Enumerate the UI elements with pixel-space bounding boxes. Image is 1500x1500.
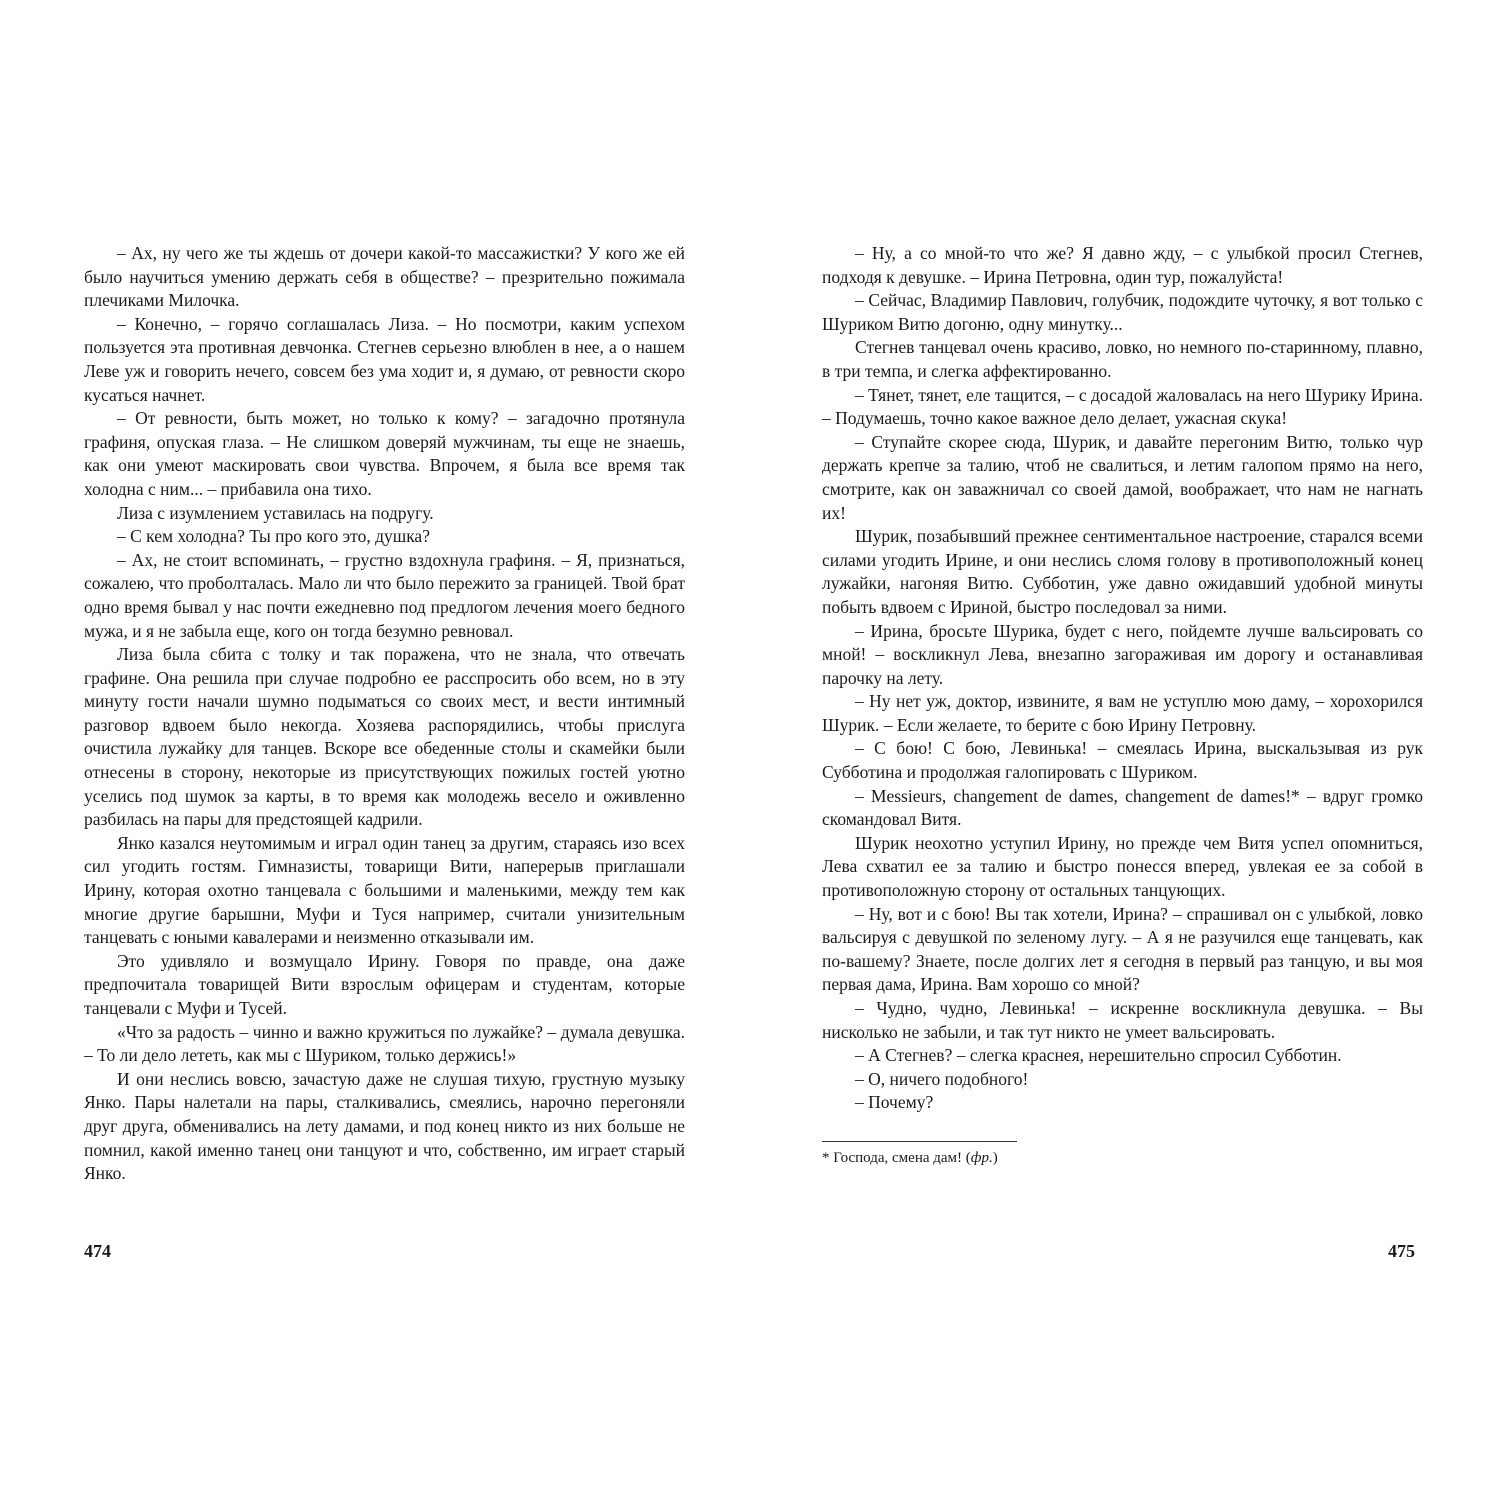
paragraph: Лиза была сбита с толку и так поражена, что не знала, что отвечать графине. Она решила при случае подробно ее расспросить обо всем, но в эту минуту гости начали шумно подыматься со своих мест, и вести интимный разговор вдвоем было некогда. Хозяева распорядились, чтобы прислуга очистила лужайку для танцев. Вскоре все обеденные столы и скамейки были отнесены в сторону, некоторые из присутствующих пожилых гостей уютно уселись под шумок за карты, в то время как молодежь весело и оживленно разбилась на пары для предстоящей кадрили. — [84, 644, 685, 830]
paragraph: Шурик, позабывший прежнее сентиментальное настроение, старался всеми силами угодить Ирине, и они неслись сломя голову в противоположный конец лужайки, нагоняя Витю. Субботин, уже давно ожидавший удобной минуты побыть вдвоем с Ириной, быстро последовал за ними. — [822, 526, 1423, 617]
right-page-text — [822, 242, 1423, 1115]
paragraph: «Что за радость – чинно и важно кружиться по лужайке? – думала девушка. – То ли дело лететь, как мы с Шуриком, только держись!» — [84, 1021, 685, 1066]
page-number-left: 474 — [84, 1241, 111, 1261]
paragraph: Лиза с изумлением уставилась на подругу. — [117, 502, 434, 523]
left-page — [84, 242, 685, 1186]
paragraph: – А Стегнев? – слегка краснея, нерешительно спросил Субботин. — [855, 1045, 1342, 1066]
left-page-text — [84, 242, 685, 1186]
paragraph: – Ну, вот и с бою! Вы так хотели, Ирина? – спрашивал он с улыбкой, ловко вальсируя с девушкой по зеленому лугу. – А я не разучился еще танцевать, как по-вашему? Знаете, после долгих лет я сегодня в первый раз танцую, и вы моя первая дама, Ирина. Вам хорошо со мной? — [822, 903, 1423, 995]
paragraph: – Сейчас, Владимир Павлович, голубчик, подождите чуточку, я вот только с Шуриком Витю догоню, одну минутку... — [822, 290, 1423, 334]
paragraph: Это удивляло и возмущало Ирину. Говоря по правде, она даже предпочитала товарищей Вити взрослым офицерам и студентам, которые танцевали с Муфи и Тусей. — [84, 950, 685, 1018]
paragraph: Шурик неохотно уступил Ирину, но прежде чем Витя успел опомниться, Лева схватил ее за талию и быстро понесся вперед, увлекая ее за собой в противоположную сторону от остальных танцующих. — [822, 832, 1423, 901]
paragraph: – Ах, не стоит вспоминать, – грустно вздохнула графиня. – Я, признаться, сожалею, что проболталась. Мало ли что было пережито за границей. Твой брат одно время бывал у нас почти ежедневно под предлогом лечения моего бедного мужа, и я не забыла еще, кого он тогда безумно ревновал. — [84, 549, 685, 641]
paragraph: – Тянет, тянет, еле тащится, – с досадой жаловалась на него Шурику Ирина. – Подумаешь, точно какое важное дело делает, ужасная скука! — [822, 384, 1423, 429]
paragraph: – Ну нет уж, доктор, извините, я вам не уступлю мою даму, – хорохорился Шурик. – Если желаете, то берите с бою Ирину Петровну. — [822, 691, 1423, 735]
paragraph: – Ступайте скорее сюда, Шурик, и давайте перегоним Витю, только чур держать крепче за талию, чтоб не свалиться, и летим галопом прямо на него, смотрите, как он заважничал со своей дамой, воображает, что нам не нагнать их! — [822, 431, 1423, 523]
paragraph: – От ревности, быть может, но только к кому? – загадочно протянула графиня, опуская глаза. – Не слишком доверяй мужчинам, ты еще не знаешь, как они умеют маскировать свои чувства. Впрочем, я была все время так холодна с ним... – прибавила она тихо. — [84, 408, 685, 499]
paragraph: – О, ничего подобного! — [855, 1068, 1029, 1089]
footnote — [822, 1148, 1423, 1168]
paragraph: – Ах, ну чего же ты ждешь от дочери какой-то массажистки? У кого же ей было научиться умению держать себя в обществе? – презрительно пожимала плечиками Милочка. — [84, 243, 685, 311]
footnote-divider — [822, 1141, 1017, 1142]
paragraph: – Конечно, – горячо соглашалась Лиза. – Но посмотри, каким успехом пользуется эта противная девчонка. Стегнев серьезно влюблен в нее, а о нашем Леве уж и говорить нечего, совсем без ума ходит и, я думаю, от ревности скоро кусаться начнет. — [84, 313, 685, 405]
page-number-right: 475 — [1388, 1241, 1415, 1261]
right-page — [822, 242, 1423, 1168]
paragraph: – Почему? — [855, 1092, 934, 1113]
footnote-close: ) — [992, 1149, 998, 1166]
paragraph: – Ирина, бросьте Шурика, будет с него, пойдемте лучше вальсировать со мной! – воскликнул Лева, внезапно загораживая им дорогу и останавливая парочку на лету. — [822, 620, 1423, 688]
paragraph: – Messieurs, changement de dames, changement de dames!* – вдруг громко скомандовал Витя. — [822, 785, 1423, 830]
paragraph: – Ну, а со мной-то что же? Я давно жду, – с улыбкой просил Стегнев, подходя к девушке. – Ирина Петровна, один тур, пожалуйста! — [822, 243, 1423, 287]
paragraph: Янко казался неутомимым и играл один танец за другим, стараясь изо всех сил угодить гостям. Гимназисты, товарищи Вити, наперерыв приглашали Ирину, которая охотно танцевала с большими и маленькими, между тем как многие другие барышни, Муфи и Туся например, считали унизительным танцевать с юными кавалерами и неизменно отказывали им. — [84, 832, 685, 948]
paragraph: Стегнев танцевал очень красиво, ловко, но немного по-старинному, плавно, в три темпа, и слегка аффектированно. — [822, 337, 1423, 381]
paragraph: – С кем холодна? Ты про кого это, душка? — [117, 526, 430, 547]
footnote-language-abbr: фр. — [970, 1149, 993, 1166]
footnote-text: * Господа, смена дам! ( — [822, 1149, 971, 1166]
paragraph: И они неслись вовсю, зачастую даже не слушая тихую, грустную музыку Янко. Пары налетали на пары, сталкивались, смеялись, нарочно перегоняли друг друга, обменивались на лету дамами, и под конец никто из них больше не помнил, какой именно танец они танцуют и что, собственно, им играет старый Янко. — [84, 1068, 685, 1184]
paragraph: – С бою! С бою, Левинька! – смеялась Ирина, выскальзывая из рук Субботина и продолжая галопировать с Шуриком. — [822, 738, 1423, 783]
paragraph: – Чудно, чудно, Левинька! – искренне воскликнула девушка. – Вы нисколько не забыли, и так тут никто не умеет вальсировать. — [822, 998, 1423, 1042]
